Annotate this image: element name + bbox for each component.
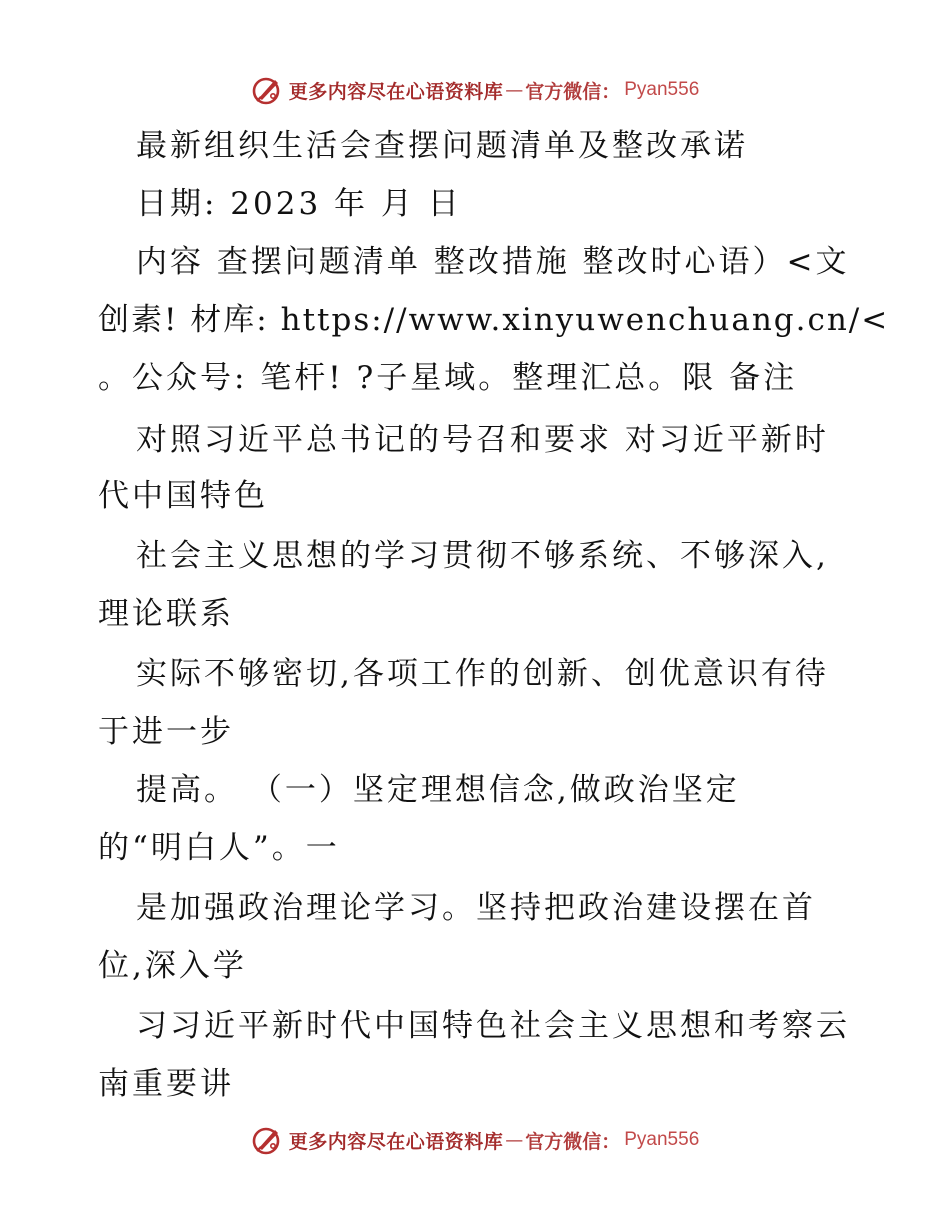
text-line: 实际不够密切,各项工作的创新、创优意识有待: [136, 656, 829, 692]
footer-banner: [0, 1122, 950, 1158]
banner-brand: 更多内容尽在心语资料库: [288, 1130, 504, 1153]
text-line: 提高。 （一）坚定理想信念,做政治坚定: [136, 772, 740, 808]
text-line: 社会主义思想的学习贯彻不够系统、不够深入,: [136, 538, 829, 574]
text-line: 对照习近平总书记的号召和要求 对习近平新时: [136, 422, 829, 458]
quill-logo-icon: [251, 74, 283, 106]
text-line: 南重要讲: [98, 1066, 234, 1102]
text-line: 位,深入学: [98, 948, 247, 984]
document-date: 日期: 2023 年 月 日: [136, 186, 462, 222]
banner-contact: Pyan556: [624, 1129, 700, 1150]
header-banner: [0, 72, 950, 108]
banner-wechat-label: 官方微信：: [525, 80, 621, 103]
text-line: 创素! 材库: https://www.xinyuwenchuang.cn/<: [98, 302, 890, 338]
text-line: 习习近平新时代中国特色社会主义思想和考察云: [136, 1008, 850, 1044]
text-line: 理论联系: [98, 596, 234, 632]
text-line: 是加强政治理论学习。坚持把政治建设摆在首: [136, 890, 816, 926]
banner-contact: Pyan556: [624, 79, 700, 100]
text-line: 于进一步: [98, 714, 234, 750]
quill-logo-icon: [251, 1124, 283, 1156]
text-line: 的“明白人”。一: [98, 830, 340, 866]
text-line: 。公众号: 笔杆! ?子星域。整理汇总。限 备注: [98, 360, 798, 396]
document-title: 最新组织生活会查摆问题清单及整改承诺: [136, 128, 748, 164]
banner-brand: 更多内容尽在心语资料库: [288, 80, 504, 103]
banner-wechat-label: 官方微信：: [525, 1130, 621, 1153]
banner-dash: —: [505, 79, 524, 101]
text-line: 内容 查摆问题清单 整改措施 整改时心语）<文: [136, 244, 850, 280]
text-line: 代中国特色: [98, 478, 268, 514]
banner-dash: —: [505, 1129, 524, 1151]
